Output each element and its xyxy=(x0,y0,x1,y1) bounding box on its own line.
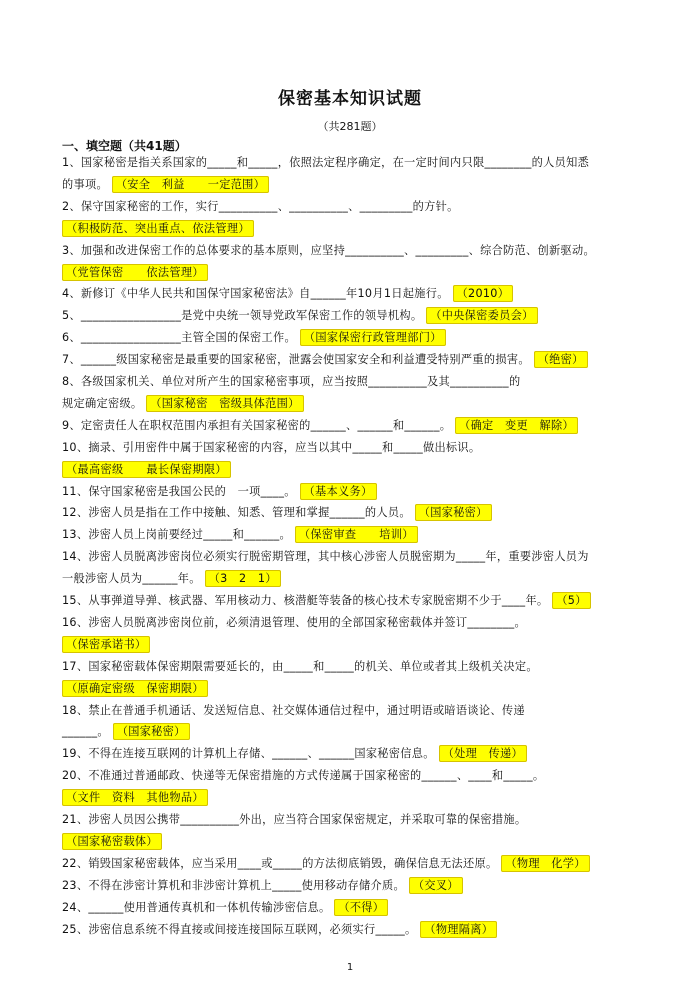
answer-highlight: （国家秘密载体） xyxy=(62,833,162,850)
answer-highlight: （绝密） xyxy=(534,351,588,368)
answer-highlight: （文件 资料 其他物品） xyxy=(62,789,208,806)
question-line xyxy=(62,353,588,367)
answer-highlight: （2010） xyxy=(453,285,514,302)
question-line xyxy=(62,769,544,783)
question-text: 23、不得在涉密计算机和非涉密计算机上_____使用移动存储介质。 xyxy=(62,878,405,892)
answer-highlight: （最高密级 最长保密期限） xyxy=(62,461,231,478)
question-text: 12、涉密人员是指在工作中接触、知悉、管理和掌握______的人员。 xyxy=(62,506,411,520)
question-text: 1、国家秘密是指关系国家的_____和_____，依照法定程序确定，在一定时间内只限________的人员知悉 xyxy=(62,156,590,169)
question-text: 6、_________________主管全国的保密工作。 xyxy=(62,331,296,345)
question-line xyxy=(62,682,208,696)
question-line xyxy=(62,725,190,739)
question-line xyxy=(62,572,281,586)
question-line xyxy=(62,704,525,718)
question-text: 22、销毁国家秘密载体，应当采用____或_____的方法彻底销毁，确保信息无法还原。 xyxy=(62,856,498,870)
question-text: 18、禁止在普通手机通话、发送短信息、社交媒体通信过程中，通过明语或暗语谈论、传递 xyxy=(62,703,525,717)
question-line xyxy=(62,244,595,258)
answer-highlight: （党管保密 依法管理） xyxy=(62,264,208,281)
question-text: 20、不准通过普通邮政、快递等无保密措施的方式传递属于国家秘密的______、____和_____。 xyxy=(62,769,545,783)
answer-highlight: （国家秘密 密级具体范围） xyxy=(146,395,303,412)
question-line xyxy=(62,506,492,520)
question-count: （共281题） xyxy=(317,120,383,133)
answer-highlight: （国家秘密） xyxy=(415,504,492,521)
question-text: 17、国家秘密载体保密期限需要延长的，由_____和_____的机关、单位或者其上级机关决定。 xyxy=(62,659,538,673)
question-text: 15、从事弹道导弹、核武器、军用核动力、核潜艇等装备的核心技术专家脱密期不少于____年。 xyxy=(62,594,549,607)
question-line xyxy=(62,660,538,674)
answer-highlight: （积极防范、突出重点、依法管理） xyxy=(62,220,254,237)
answer-highlight: （确定 变更 解除） xyxy=(455,417,578,434)
question-text: 5、_________________是党中央统一领导党政军保密工作的领导机构。 xyxy=(62,309,423,323)
answer-highlight: （处理 传递） xyxy=(439,745,527,762)
page-number: 1 xyxy=(346,962,354,973)
answer-highlight: （物理 化学） xyxy=(501,855,589,872)
answer-highlight: （3 2 1） xyxy=(205,570,281,587)
page-title: 保密基本知识试题 xyxy=(278,89,422,109)
question-text: 24、______使用普通传真机和一体机传输涉密信息。 xyxy=(62,900,331,914)
question-text: 16、涉密人员脱离涉密岗位前，必须清退管理、使用的全部国家秘密载体并签订________。 xyxy=(62,615,527,629)
question-line xyxy=(62,419,578,433)
question-text: ______。 xyxy=(62,725,109,739)
answer-highlight: （国家保密行政管理部门） xyxy=(300,329,446,346)
question-line xyxy=(62,835,162,849)
question-text: 8、各级国家机关、单位对所产生的国家秘密事项，应当按照__________及其__________的 xyxy=(62,375,521,388)
question-line xyxy=(62,200,459,214)
question-text: 10、摘录、引用密件中属于国家秘密的内容，应当以其中_____和_____做出标识。 xyxy=(62,440,481,454)
question-line xyxy=(62,594,591,608)
question-line xyxy=(62,222,254,236)
question-line xyxy=(62,287,513,301)
question-line xyxy=(62,638,150,652)
question-line xyxy=(62,616,526,630)
answer-highlight: （不得） xyxy=(334,899,388,916)
answer-highlight: （保密审查 培训） xyxy=(295,526,418,543)
question-text: 3、加强和改进保密工作的总体要求的基本原则，应坚持__________、_________、综合防范、创新驱动。 xyxy=(62,243,595,257)
section-heading: 一、填空题（共41题） xyxy=(62,139,187,153)
question-line xyxy=(62,441,480,455)
answer-highlight: （物理隔离） xyxy=(420,921,497,938)
answer-highlight: （5） xyxy=(552,592,590,609)
question-line xyxy=(62,550,589,564)
question-line xyxy=(62,879,463,893)
question-text: 9、定密责任人在职权范围内承担有关国家秘密的______、______和______。 xyxy=(62,418,452,432)
question-text: 13、涉密人员上岗前要经过_____和______。 xyxy=(62,528,292,542)
question-line xyxy=(62,857,590,871)
question-line xyxy=(62,397,304,411)
question-text: 21、涉密人员因公携带__________外出，应当符合国家保密规定，并采取可靠的保密措施。 xyxy=(62,813,527,826)
question-text: 一般涉密人员为______年。 xyxy=(62,572,201,586)
question-line xyxy=(62,463,231,477)
question-line xyxy=(62,266,208,280)
answer-highlight: （国家秘密） xyxy=(113,723,190,740)
answer-highlight: （中央保密委员会） xyxy=(426,307,537,324)
answer-highlight: （保密承诺书） xyxy=(62,636,150,653)
question-line xyxy=(62,791,208,805)
question-text: 25、涉密信息系统不得直接或间接连接国际互联网，必须实行_____。 xyxy=(62,922,417,936)
answer-highlight: （原确定密级 保密期限） xyxy=(62,680,208,697)
question-text: 的事项。 xyxy=(62,177,108,191)
question-line xyxy=(62,923,497,937)
question-line xyxy=(62,375,520,389)
question-text: 11、保守国家秘密是我国公民的 一项____。 xyxy=(62,484,296,498)
answer-highlight: （安全 利益 一定范围） xyxy=(112,176,269,193)
question-line xyxy=(62,309,538,323)
question-line xyxy=(62,901,388,915)
answer-highlight: （基本义务） xyxy=(300,483,377,500)
question-text: 14、涉密人员脱离涉密岗位必须实行脱密期管理，其中核心涉密人员脱密期为_____年，重要涉密人员为 xyxy=(62,550,589,564)
question-line xyxy=(62,331,446,345)
question-line xyxy=(62,747,527,761)
question-text: 4、新修订《中华人民共和国保守国家秘密法》自______年10月1日起施行。 xyxy=(62,287,449,301)
question-line xyxy=(62,813,526,827)
question-line xyxy=(62,156,589,170)
question-line xyxy=(62,178,269,192)
question-text: 规定确定密级。 xyxy=(62,396,143,410)
question-text: 7、______级国家秘密是最重要的国家秘密，泄露会使国家安全和利益遭受特别严重的损害。 xyxy=(62,353,530,367)
question-line xyxy=(62,485,377,499)
answer-highlight: （交叉） xyxy=(409,877,463,894)
question-text: 2、保守国家秘密的工作，实行__________、__________、_________的方针。 xyxy=(62,199,459,213)
question-text: 19、不得在连接互联网的计算机上存储、______、______国家秘密信息。 xyxy=(62,747,435,761)
question-line xyxy=(62,528,418,542)
